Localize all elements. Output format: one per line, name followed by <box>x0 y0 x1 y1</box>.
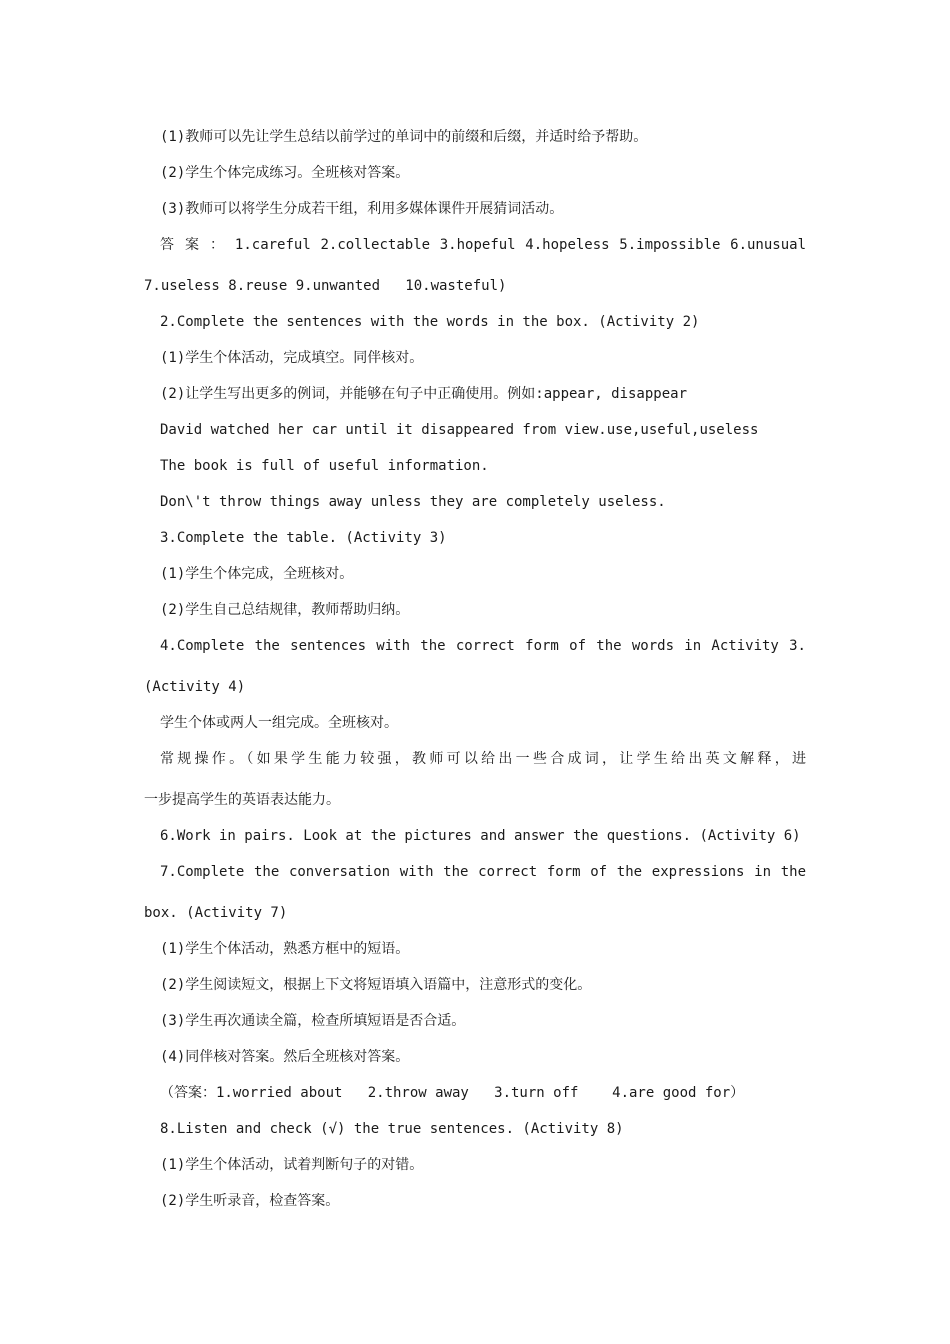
text-line: （答案：1.worried about 2.throw away 3.turn off 4.are good for） <box>160 1085 745 1101</box>
text-line: (Activity 4) <box>144 679 246 695</box>
text-line: 7.useless 8.reuse 9.unwanted 10.wasteful) <box>144 278 507 294</box>
text-line: 4.Complete the sentences with the correct form of the words in Activity 3. <box>160 638 806 654</box>
text-line: (1)学生个体完成，全班核对。 <box>160 566 354 582</box>
text-line: David watched her car until it disappeared from view.use,useful,useless <box>160 422 759 438</box>
text-line: 2.Complete the sentences with the words in the box. (Activity 2) <box>160 314 700 330</box>
text-line: box. (Activity 7) <box>144 905 288 921</box>
text-line: 3.Complete the table. (Activity 3) <box>160 530 447 546</box>
text-line: The book is full of useful information. <box>160 458 489 474</box>
text-line: 答 案 ： 1.careful 2.collectable 3.hopeful 4.hopeless 5.impossible 6.unusual <box>160 237 806 253</box>
text-line: (2)学生自己总结规律，教师帮助归纳。 <box>160 602 410 618</box>
text-line: Don\'t throw things away unless they are completely useless. <box>160 494 666 510</box>
text-line: (3)教师可以将学生分成若干组，利用多媒体课件开展猜词活动。 <box>160 201 564 217</box>
text-line: (4)同伴核对答案。然后全班核对答案。 <box>160 1049 410 1065</box>
text-line: (2)学生阅读短文，根据上下文将短语填入语篇中，注意形式的变化。 <box>160 977 592 993</box>
text-line: (1)学生个体活动，试着判断句子的对错。 <box>160 1157 424 1173</box>
text-line: 学生个体或两人一组完成。全班核对。 <box>160 715 398 731</box>
text-line: 7.Complete the conversation with the correct form of the expressions in the <box>160 864 806 880</box>
text-line: (1)学生个体活动，熟悉方框中的短语。 <box>160 941 410 957</box>
text-line: (1)学生个体活动，完成填空。同伴核对。 <box>160 350 424 366</box>
text-line: 6.Work in pairs. Look at the pictures and answer the questions. (Activity 6) <box>160 828 801 844</box>
text-line: (2)学生听录音，检查答案。 <box>160 1193 340 1209</box>
text-line: (2)学生个体完成练习。全班核对答案。 <box>160 165 410 181</box>
text-line: 8.Listen and check (√) the true sentences. (Activity 8) <box>160 1121 624 1137</box>
text-line: (2)让学生写出更多的例词，并能够在句子中正确使用。例如:appear, disappear <box>160 386 688 402</box>
text-line: 一步提高学生的英语表达能力。 <box>144 792 340 808</box>
text-line: 常规操作。（如果学生能力较强，教师可以给出一些合成词，让学生给出英文解释，进 <box>160 751 806 767</box>
text-line: (3)学生再次通读全篇，检查所填短语是否合适。 <box>160 1013 466 1029</box>
text-line: (1)教师可以先让学生总结以前学过的单词中的前缀和后缀，并适时给予帮助。 <box>160 129 648 145</box>
